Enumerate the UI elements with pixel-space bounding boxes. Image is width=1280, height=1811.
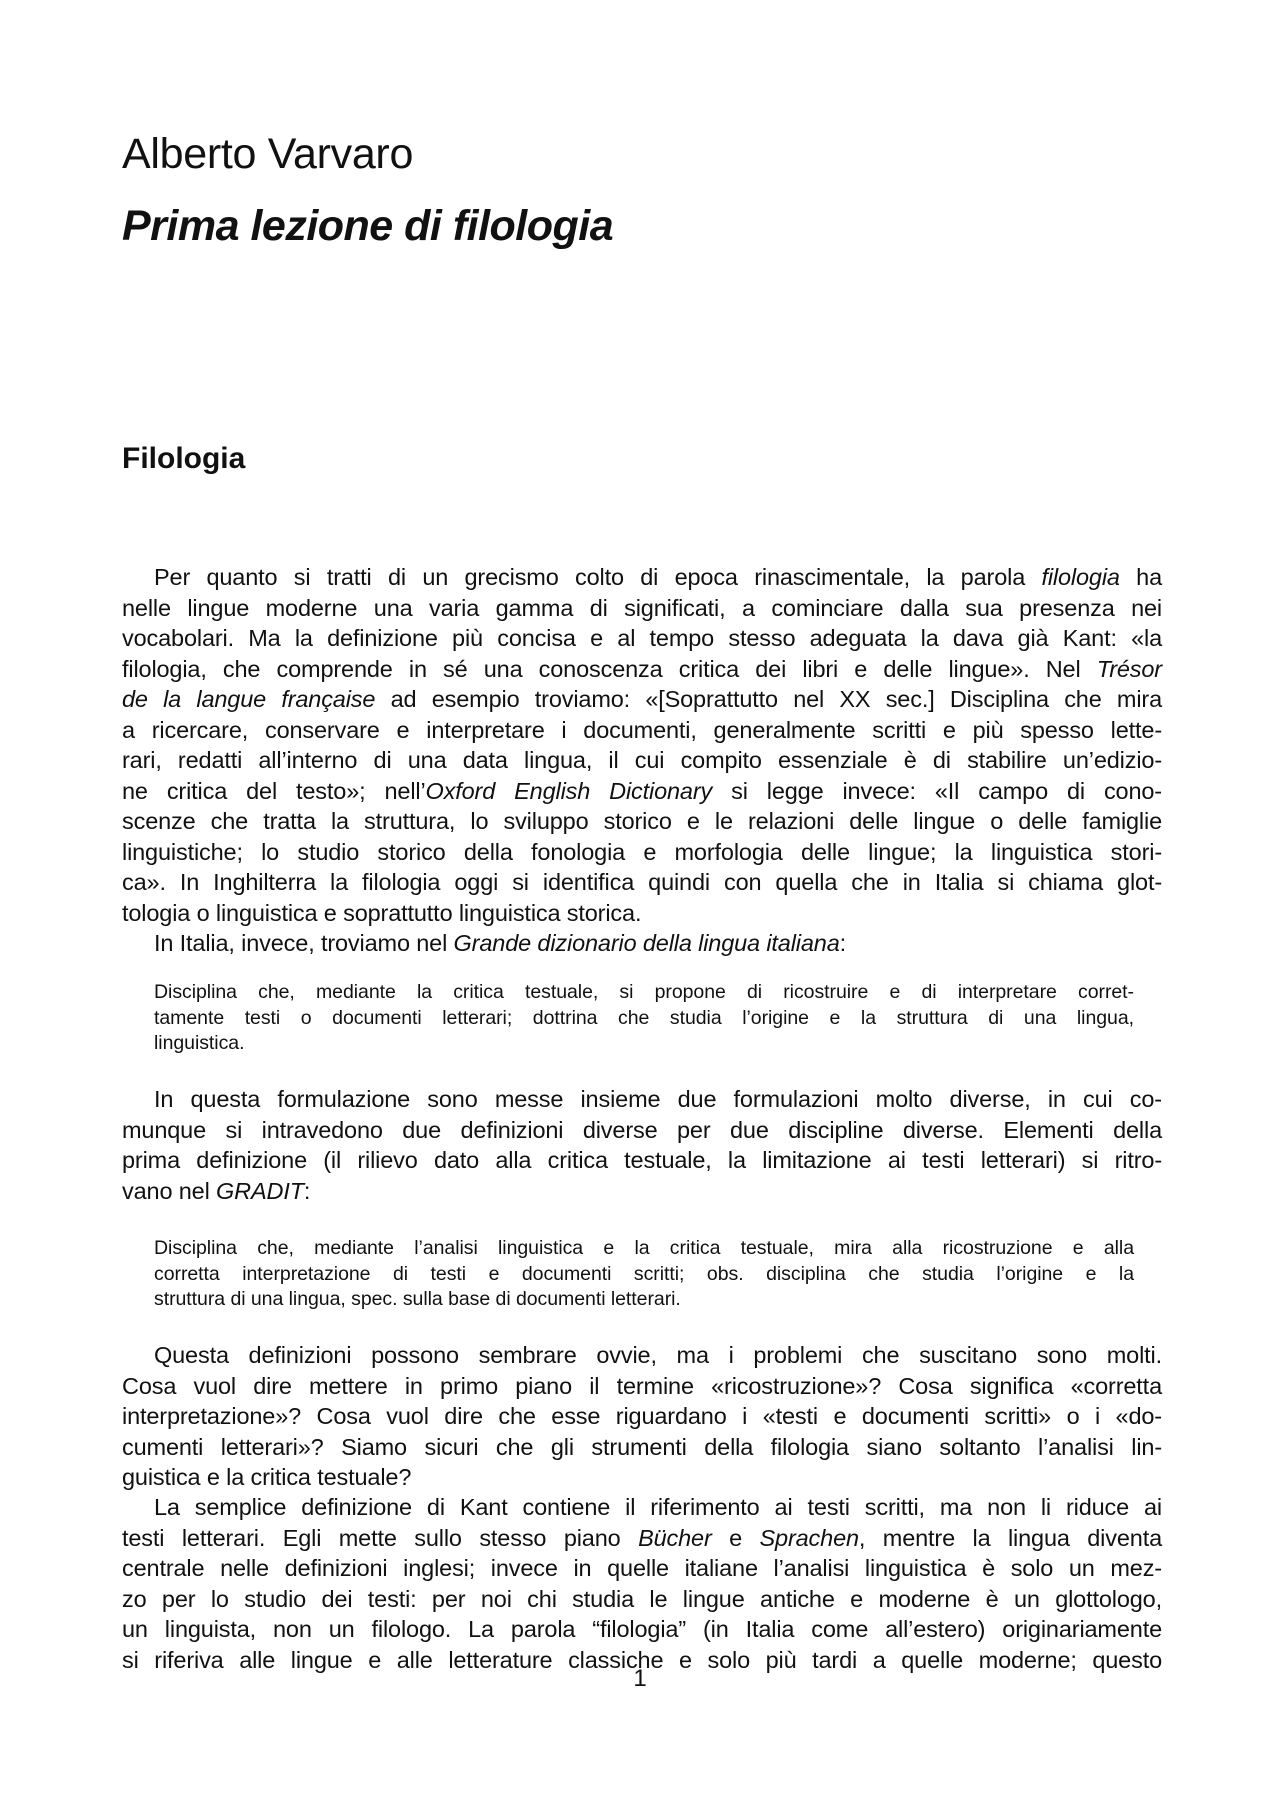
text-line <box>122 745 1162 776</box>
text-line <box>122 562 1162 593</box>
text-segment: linguistiche; lo studio storico della fonologia e morfologia delle lingue; la linguistica stori- <box>122 838 1162 865</box>
text-segment: testi letterari. Egli mette sullo stesso piano <box>122 1524 639 1551</box>
text-line <box>122 1584 1162 1615</box>
text-segment: guistica e la critica testuale? <box>122 1464 412 1490</box>
block-quote-1 <box>154 980 1134 1057</box>
text-segment: scenze che tratta la struttura, lo sviluppo storico e le relazioni delle lingue o delle famiglie <box>122 808 1162 834</box>
text-line <box>122 1115 1162 1146</box>
text-segment: In questa formulazione sono messe insieme due formulazioni molto diverse, in cui co- <box>154 1086 1162 1112</box>
text-segment: ad esempio troviamo: «[Soprattutto nel XX sec.] Disciplina che mira <box>375 686 1162 712</box>
italic-term: Sprachen <box>759 1524 859 1551</box>
text-segment: a ricercare, conservare e interpretare i documenti, generalmente scritti e più spesso lette- <box>122 716 1162 743</box>
text-line <box>122 1432 1162 1463</box>
paragraph-2 <box>122 928 1162 959</box>
text-line <box>122 806 1162 837</box>
text-line <box>122 623 1162 654</box>
text-segment: tamente testi o documenti letterari; dottrina che studia l’origine e la struttura di una lingua, <box>154 1006 1134 1029</box>
text-segment: linguistica. <box>154 1032 245 1054</box>
text-segment: prima definizione (il rilievo dato alla critica testuale, la limitazione ai testi letterari) si ritro- <box>122 1147 1162 1173</box>
italic-term: de la langue française <box>122 686 376 712</box>
text-line <box>122 1084 1162 1115</box>
text-line <box>122 1401 1162 1432</box>
paragraph-3 <box>122 1084 1162 1206</box>
paragraph-5 <box>122 1492 1162 1675</box>
text-line <box>122 593 1162 624</box>
italic-term: Bücher <box>638 1524 712 1551</box>
quote-line <box>154 1031 1134 1057</box>
quote-line <box>154 1006 1134 1032</box>
text-segment: interpretazione»? Cosa vuol dire che esse riguardano i «testi e documenti scritti» o i «do- <box>122 1403 1162 1429</box>
quote-line <box>154 1236 1134 1262</box>
paragraph-1 <box>122 562 1162 928</box>
quote-line <box>154 1262 1134 1288</box>
text-segment: munque si intravedono due definizioni diverse per due discipline diverse. Elementi della <box>122 1116 1162 1143</box>
text-line <box>122 776 1162 807</box>
text-segment: filologia, che comprende in sé una conoscenza critica dei libri e delle lingue». Nel <box>122 655 1097 682</box>
text-segment: ha <box>1119 564 1163 590</box>
text-line <box>122 684 1162 715</box>
text-segment: Questa definizioni possono sembrare ovvie, ma i problemi che suscitano sono molti. <box>154 1342 1162 1368</box>
text-line <box>122 654 1162 685</box>
text-segment: Per quanto si tratti di un grecismo colto di epoca rinascimentale, la parola <box>154 564 1042 590</box>
text-segment: cumenti letterari»? Siamo sicuri che gli strumenti della filologia siano soltanto l’analisi lin- <box>122 1433 1162 1460</box>
text-segment: struttura di una lingua, spec. sulla base di documenti letterari. <box>154 1288 681 1310</box>
text-line <box>122 1462 1162 1493</box>
text-line <box>122 1614 1162 1645</box>
text-line <box>122 1176 1162 1207</box>
block-quote-2 <box>154 1236 1134 1313</box>
text-line <box>122 1553 1162 1584</box>
text-segment: : <box>839 930 847 956</box>
text-line <box>122 1523 1162 1554</box>
text-segment: ca». In Inghilterra la filologia oggi si identifica quindi con quella che in Italia si chiama glot- <box>122 869 1162 895</box>
text-line <box>122 715 1162 746</box>
text-segment: centrale nelle definizioni inglesi; invece in quelle italiane l’analisi linguistica è solo un mez- <box>122 1555 1162 1581</box>
text-line <box>122 1145 1162 1176</box>
quote-line <box>154 1287 1134 1313</box>
text-segment: Disciplina che, mediante la critica testuale, si propone di ricostruire e di interpretare corret- <box>154 981 1134 1003</box>
text-segment: Cosa vuol dire mettere in primo piano il termine «ricostruzione»? Cosa significa «corretta <box>122 1372 1162 1399</box>
text-segment: vano nel <box>122 1177 217 1204</box>
italic-term: Trésor <box>1096 655 1162 682</box>
text-segment: si legge invece: «Il campo di cono- <box>712 777 1162 804</box>
text-segment: un linguista, non un filologo. La parola “filologia” (in Italia come all’estero) originariamente <box>122 1616 1162 1642</box>
italic-term: filologia <box>1041 564 1120 590</box>
text-line <box>122 837 1162 868</box>
text-segment: , mentre la lingua diventa <box>858 1524 1162 1551</box>
text-line <box>122 1492 1162 1523</box>
text-segment: si riferiva alle lingue e alle letterature classiche e solo più tardi a quelle moderne; questo <box>122 1646 1162 1673</box>
text-line <box>122 928 1162 959</box>
text-segment: Disciplina che, mediante l’analisi linguistica e la critica testuale, mira alla ricostruzione e alla <box>154 1237 1134 1259</box>
text-segment: zo per lo studio dei testi: per noi chi studia le lingue antiche e moderne è un glottologo, <box>122 1585 1162 1612</box>
text-segment: nelle lingue moderne una varia gamma di significati, a cominciare dalla sua presenza nei <box>122 594 1162 621</box>
text-segment: corretta interpretazione di testi e documenti scritti; obs. disciplina che studia l’origine e la <box>154 1262 1134 1285</box>
quote-line <box>154 980 1134 1006</box>
text-segment: : <box>303 1177 311 1204</box>
text-segment: La semplice definizione di Kant contiene il riferimento ai testi scritti, ma non li riduce ai <box>154 1494 1162 1520</box>
text-segment: rari, redatti all’interno di una data lingua, il cui compito essenziale è di stabilire un’edizio- <box>122 747 1162 773</box>
text-segment: vocabolari. Ma la definizione più concisa e al tempo stesso adeguata la dava già Kant: «la <box>122 625 1162 651</box>
text-segment: ne critica del testo»; nell’ <box>122 777 426 804</box>
text-segment: e <box>711 1524 760 1551</box>
book-title: Prima lezione di filologia <box>122 202 614 250</box>
italic-term: GRADIT <box>216 1177 304 1204</box>
author-name: Alberto Varvaro <box>122 130 414 178</box>
page-number: 1 <box>633 1665 647 1692</box>
paragraph-4 <box>122 1340 1162 1493</box>
italic-term: Grande dizionario della lingua italiana <box>453 930 840 956</box>
text-line <box>122 898 1162 929</box>
text-line <box>122 1371 1162 1402</box>
text-line <box>122 867 1162 898</box>
chapter-title: Filologia <box>122 442 246 475</box>
text-segment: tologia o linguistica e soprattutto linguistica storica. <box>122 899 642 926</box>
text-segment: In Italia, invece, troviamo nel <box>154 930 454 956</box>
italic-term: Oxford English Dictionary <box>425 777 713 804</box>
text-line <box>122 1340 1162 1371</box>
